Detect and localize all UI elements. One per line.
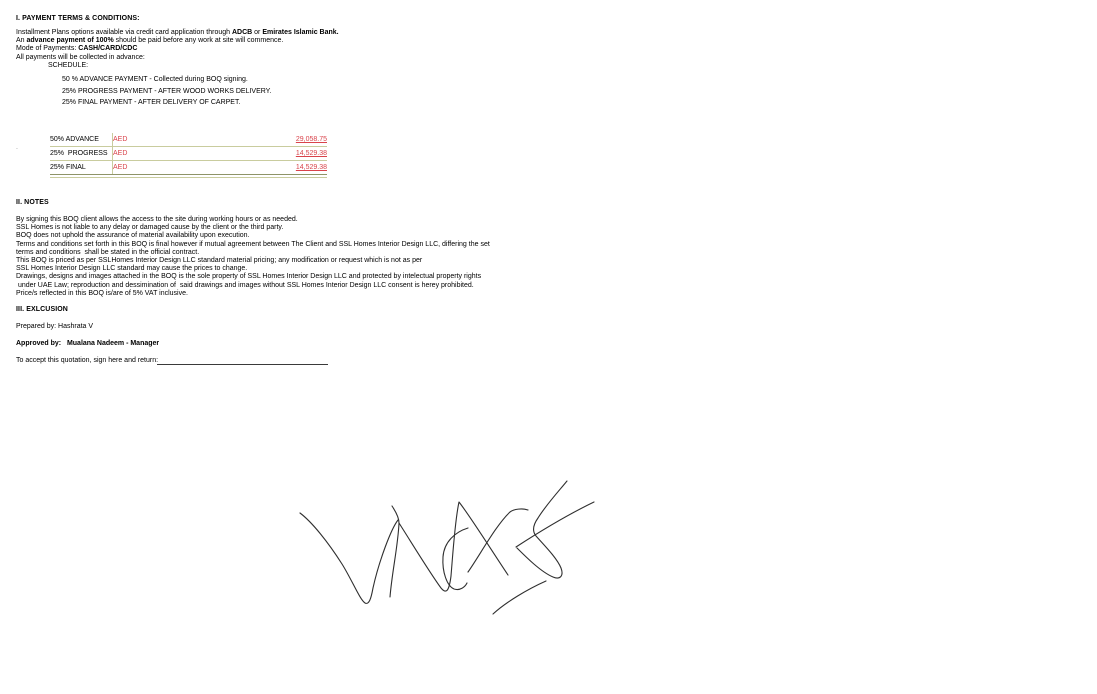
table-row [50,161,327,175]
row-label: 25% FINAL [50,161,113,175]
signature-stroke-x-arm [468,509,528,572]
schedule-item-final: 25% FINAL PAYMENT - AFTER DELIVERY OF CARPET. [62,99,241,106]
schedule-label: SCHEDULE: [48,61,89,69]
note-line: Terms and conditions set forth in this BOQ is final however if mutual agreement between The Client and SSL Homes Interior Design LLC, differing the set [16,240,490,248]
signature-blank-line [157,364,328,365]
signature-stroke-c [443,528,468,590]
intro-line-advance [16,37,339,45]
table-bottom-border [50,177,327,178]
signature-stroke-tail [493,581,546,614]
intro-line1-bold-adcb: ADCB [231,29,253,36]
row-currency: AED [113,161,154,175]
intro-line2-post: should be paid before any work at site will commence. [113,37,284,45]
row-amount: 14,529.38 [153,161,327,175]
row-currency: AED [113,133,154,147]
schedule-item-progress: 25% PROGRESS PAYMENT - AFTER WOOD WORKS DELIVERY. [62,87,272,95]
exclusion-heading: III. EXLCUSION [16,306,68,313]
note-line: Drawings, designs and images attached in the BOQ is the sole property of SSL Homes Interior Design LLC and protected by intelectual property rights [16,273,482,281]
intro-line2-bold: advance payment of 100% [26,37,114,45]
row-label: 50% ADVANCE [50,133,113,147]
note-line: This BOQ is priced as per SSLHomes Interior Design LLC standard material pricing; any modification or request which is not as per [16,257,423,265]
signature-scribble [280,460,620,630]
signature-stroke-n-x [399,502,508,591]
intro-line1-or: or [252,29,263,36]
row-amount: 29,058.75 [153,133,327,147]
approved-by-line: Approved by: Mualana Nadeem - Manager [16,340,160,347]
payment-terms-paragraph [16,29,339,70]
notes-heading: II. NOTES [16,199,49,206]
note-line: under UAE Law; reproduction and dessimination of said drawings and images without SSL Homes Interior Design LLC consent is herey prohibited. [16,281,474,289]
note-line: Price/s reflected in this BOQ is/are of 5% VAT inclusive. [16,289,188,297]
intro-line3-bold: CASH/CARD/CDC [78,45,138,53]
note-line: terms and conditions shall be stated in the official contract. [16,248,200,256]
intro-line-collected: All payments will be collected in advance: [16,53,145,61]
intro-line-installment [16,29,339,37]
schedule-item-advance: 50 % ADVANCE PAYMENT - Collected during BOQ signing. [62,76,248,83]
table-row [50,133,327,147]
note-line: By signing this BOQ client allows the access to the site during working hours or as needed. [16,216,298,223]
notes-paragraph [16,216,490,298]
intro-line1-text: Installment Plans options available via credit card application through [16,29,232,36]
row-amount: 14,529.38 [153,147,327,161]
stray-dot-mark: . [16,144,18,151]
table-row [50,147,327,161]
prepared-by-line: Prepared by: Hashrata V [16,323,94,330]
payment-terms-heading: I. PAYMENT TERMS & CONDITIONS: [16,15,140,22]
signature-stroke-crossbar [516,502,594,547]
row-currency: AED [113,147,154,161]
intro-line3-text: Mode of Payments: [16,45,79,53]
schedule-list [62,74,271,109]
payment-amounts-table [50,133,327,175]
note-line: SSL Homes Interior Design LLC standard may cause the prices to change. [16,265,248,273]
intro-line1-bold-bank: Emirates Islamic Bank. [262,29,339,36]
row-label: 25% PROGRESS [50,147,113,161]
intro-line2-text: An [16,37,27,45]
signature-stroke-v [300,513,398,603]
note-line: SSL Homes is not liable to any delay or damaged cause by the client or the third party. [16,224,284,232]
signature-stroke-five [517,481,567,578]
intro-line-mode [16,45,339,53]
accept-quotation-line: To accept this quotation, sign here and return: [16,357,159,364]
note-line: BOQ does not uphold the assurance of material availability upon execution. [16,232,250,240]
